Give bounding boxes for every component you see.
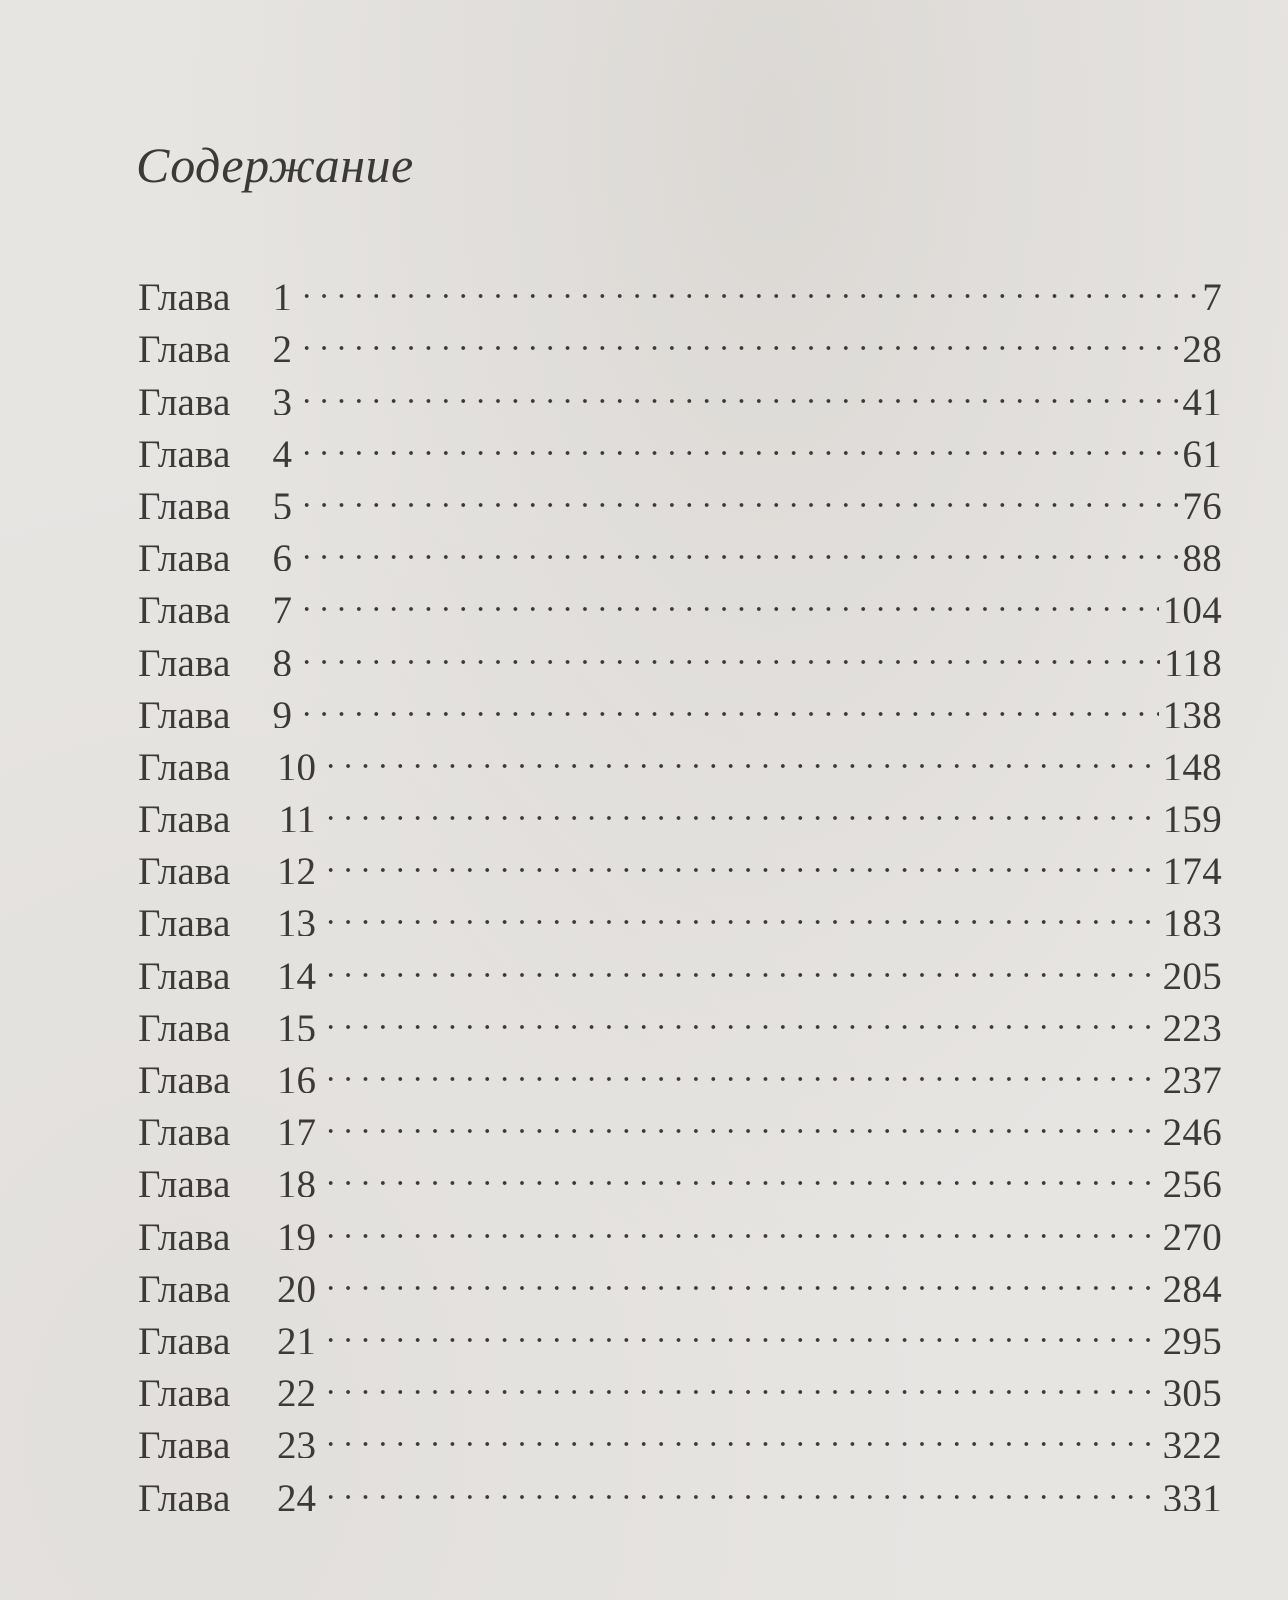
chapter-number: 18 xyxy=(277,1163,316,1198)
chapter-word: Глава xyxy=(138,484,231,519)
chapter-number: 2 xyxy=(272,328,292,363)
toc-entry xyxy=(138,258,1222,310)
dot-leader xyxy=(318,1354,1159,1406)
page-number: 7 xyxy=(1202,276,1222,311)
chapter-number: 23 xyxy=(277,1424,316,1459)
dot-leader xyxy=(318,1250,1159,1302)
dot-leader xyxy=(294,676,1159,728)
chapter-word: Глава xyxy=(138,1111,231,1146)
page-number: 205 xyxy=(1162,954,1222,989)
page-title: Содержание xyxy=(136,137,414,193)
chapter-word: Глава xyxy=(138,1476,231,1511)
dot-leader xyxy=(318,884,1159,936)
page-number: 305 xyxy=(1162,1372,1222,1407)
page-number: 295 xyxy=(1162,1319,1222,1354)
dot-leader xyxy=(318,1041,1159,1093)
page-number: 159 xyxy=(1162,798,1222,833)
dot-leader xyxy=(294,362,1178,414)
page-number: 256 xyxy=(1162,1163,1222,1198)
chapter-number: 12 xyxy=(277,850,316,885)
page-number: 322 xyxy=(1162,1424,1222,1459)
dot-leader xyxy=(294,519,1178,571)
chapter-word: Глава xyxy=(138,954,231,989)
page-number: 223 xyxy=(1162,1006,1222,1041)
toc-entry xyxy=(138,884,1222,936)
chapter-number: 1 xyxy=(272,276,292,311)
toc-entry xyxy=(138,1145,1222,1197)
dot-leader xyxy=(294,467,1178,519)
chapter-number: 24 xyxy=(277,1476,316,1511)
chapter-number: 6 xyxy=(272,537,292,572)
chapter-word: Глава xyxy=(138,745,231,780)
chapter-word: Глава xyxy=(138,1319,231,1354)
page-number: 284 xyxy=(1162,1267,1222,1302)
toc-entry xyxy=(138,936,1222,988)
chapter-number: 22 xyxy=(277,1372,316,1407)
dot-leader xyxy=(318,1406,1159,1458)
toc-entry xyxy=(138,571,1222,623)
dot-leader xyxy=(318,1458,1159,1510)
toc-entry xyxy=(138,1250,1222,1302)
dot-leader xyxy=(318,780,1159,832)
chapter-number: 17 xyxy=(277,1111,316,1146)
page-number: 28 xyxy=(1182,328,1222,363)
chapter-word: Глава xyxy=(138,1267,231,1302)
chapter-number: 3 xyxy=(272,380,292,415)
toc-entry xyxy=(138,1458,1222,1510)
toc-entry xyxy=(138,989,1222,1041)
dot-leader xyxy=(294,415,1178,467)
dot-leader xyxy=(318,936,1159,988)
dot-leader xyxy=(294,571,1159,623)
chapter-number: 14 xyxy=(277,954,316,989)
dot-leader xyxy=(318,989,1159,1041)
dot-leader xyxy=(294,258,1198,310)
dot-leader xyxy=(318,832,1159,884)
page-number: 41 xyxy=(1182,380,1222,415)
toc-entry xyxy=(138,467,1222,519)
toc-entry xyxy=(138,832,1222,884)
toc-entry xyxy=(138,415,1222,467)
toc-entry xyxy=(138,1041,1222,1093)
chapter-word: Глава xyxy=(138,537,231,572)
chapter-number: 19 xyxy=(277,1215,316,1250)
chapter-number: 15 xyxy=(277,1006,316,1041)
toc-entry xyxy=(138,1354,1222,1406)
dot-leader xyxy=(318,1302,1159,1354)
page-number: 138 xyxy=(1162,693,1222,728)
chapter-number: 9 xyxy=(272,693,292,728)
chapter-number: 20 xyxy=(277,1267,316,1302)
dot-leader xyxy=(318,1145,1159,1197)
chapter-number: 11 xyxy=(278,798,316,833)
toc-entry xyxy=(138,1406,1222,1458)
chapter-number: 4 xyxy=(272,432,292,467)
page-number: 148 xyxy=(1162,745,1222,780)
page-number: 174 xyxy=(1162,850,1222,885)
chapter-number: 7 xyxy=(272,589,292,624)
chapter-word: Глава xyxy=(138,1006,231,1041)
toc-entry xyxy=(138,519,1222,571)
chapter-word: Глава xyxy=(138,328,231,363)
toc-entry xyxy=(138,362,1222,414)
page-number: 76 xyxy=(1182,484,1222,519)
chapter-word: Глава xyxy=(138,798,231,833)
page-number: 61 xyxy=(1182,432,1222,467)
toc-entry xyxy=(138,623,1222,675)
chapter-word: Глава xyxy=(138,432,231,467)
chapter-number: 5 xyxy=(272,484,292,519)
chapter-word: Глава xyxy=(138,589,231,624)
toc-entry xyxy=(138,1197,1222,1249)
page-number: 88 xyxy=(1182,537,1222,572)
chapter-word: Глава xyxy=(138,850,231,885)
chapter-number: 10 xyxy=(277,745,316,780)
chapter-word: Глава xyxy=(138,1424,231,1459)
toc-entry xyxy=(138,1302,1222,1354)
chapter-number: 13 xyxy=(277,902,316,937)
toc-entry xyxy=(138,1093,1222,1145)
chapter-number: 16 xyxy=(277,1059,316,1093)
chapter-word: Глава xyxy=(138,380,231,415)
dot-leader xyxy=(294,310,1178,362)
toc-entry xyxy=(138,780,1222,832)
page-number: 118 xyxy=(1164,641,1222,676)
chapter-word: Глава xyxy=(138,641,231,676)
chapter-word: Глава xyxy=(138,1163,231,1198)
dot-leader xyxy=(318,1197,1159,1249)
table-of-contents xyxy=(138,258,1222,1511)
page-number: 237 xyxy=(1162,1059,1222,1093)
chapter-word: Глава xyxy=(138,902,231,937)
page-number: 183 xyxy=(1162,902,1222,937)
chapter-word: Глава xyxy=(138,276,231,311)
page-number: 104 xyxy=(1162,589,1222,624)
chapter-number: 8 xyxy=(272,641,292,676)
page-number: 331 xyxy=(1162,1476,1222,1511)
dot-leader xyxy=(318,728,1159,780)
dot-leader xyxy=(294,623,1160,675)
toc-entry xyxy=(138,728,1222,780)
chapter-number: 21 xyxy=(277,1319,316,1354)
dot-leader xyxy=(318,1093,1159,1145)
toc-entry xyxy=(138,676,1222,728)
toc-entry xyxy=(138,310,1222,362)
chapter-word: Глава xyxy=(138,1059,231,1093)
chapter-word: Глава xyxy=(138,693,231,728)
page-number: 270 xyxy=(1162,1215,1222,1250)
page-number: 246 xyxy=(1162,1111,1222,1146)
chapter-word: Глава xyxy=(138,1372,231,1407)
chapter-word: Глава xyxy=(138,1215,231,1250)
